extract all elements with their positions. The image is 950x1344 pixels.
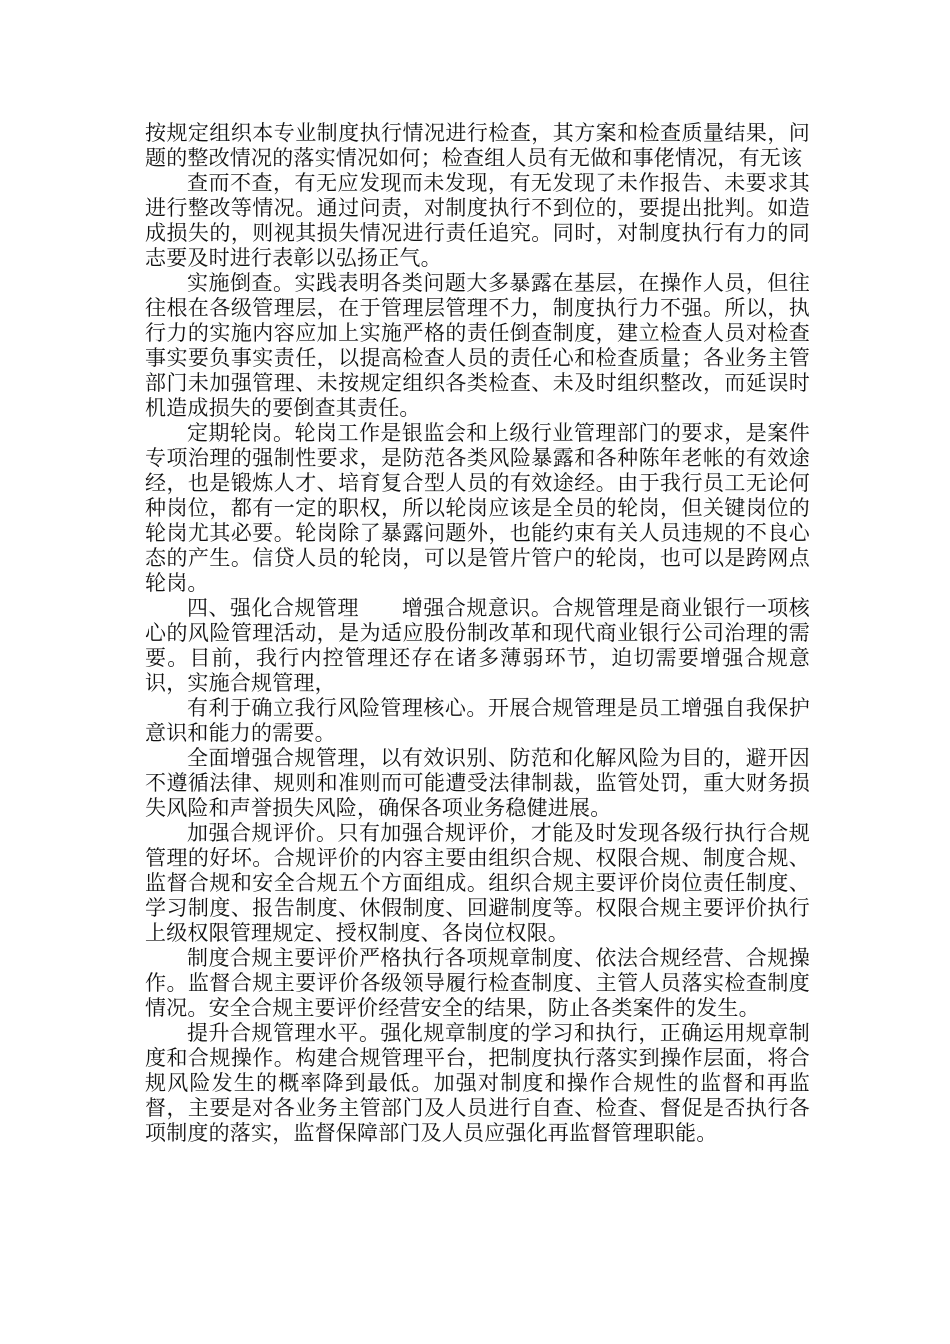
paragraph-7: 全面增强合规管理，以有效识别、防范和化解风险为目的，避开因不遵循法律、规则和准则而可能遭受法律制裁，监管处罚，重大财务损失风险和声誉损失风险，确保各项业务稳健进展。 [145, 746, 810, 820]
paragraph-2: 查而不查，有无应发现而未发现，有无发现了未作报告、未要求其进行整改等情况。通过问责，对制度执行不到位的，要提出批判。如造成损失的，则视其损失情况进行责任追究。同时，对制度执行有力的同志要及时进行表彰以弘扬正气。 [145, 171, 810, 270]
paragraph-5: 四、强化合规管理 增强合规意识。合规管理是商业银行一项核心的风险管理活动，是为适应股份制改革和现代商业银行公司治理的需要。目前，我行内控管理还存在诸多薄弱环节，迫切需要增强合规意识，实施合规管理， [145, 596, 810, 695]
paragraph-9: 制度合规主要评价严格执行各项规章制度、依法合规经营、合规操作。监督合规主要评价各级领导履行检查制度、主管人员落实检查制度情况。安全合规主要评价经营安全的结果，防止各类案件的发生。 [145, 946, 810, 1020]
document-body [145, 121, 810, 1146]
paragraph-6: 有利于确立我行风险管理核心。开展合规管理是员工增强自我保护意识和能力的需要。 [145, 696, 810, 745]
paragraph-8: 加强合规评价。只有加强合规评价，才能及时发现各级行执行合规管理的好坏。合规评价的内容主要由组织合规、权限合规、制度合规、监督合规和安全合规五个方面组成。组织合规主要评价岗位责任制度、学习制度、报告制度、休假制度、回避制度等。权限合规主要评价执行上级权限管理规定、授权制度、各岗位权限。 [145, 821, 810, 945]
paragraph-4: 定期轮岗。轮岗工作是银监会和上级行业管理部门的要求，是案件专项治理的强制性要求，是防范各类风险暴露和各种陈年老帐的有效途经，也是锻炼人才、培育复合型人员的有效途经。由于我行员工无论何种岗位，都有一定的职权，所以轮岗应该是全员的轮岗，但关键岗位的轮岗尤其必要。轮岗除了暴露问题外，也能约束有关人员违规的不良心态的产生。信贷人员的轮岗，可以是管片管户的轮岗，也可以是跨网点轮岗。 [145, 421, 810, 595]
paragraph-10: 提升合规管理水平。强化规章制度的学习和执行，正确运用规章制度和合规操作。构建合规管理平台，把制度执行落实到操作层面，将合规风险发生的概率降到最低。加强对制度和操作合规性的监督和再监督，主要是对各业务主管部门及人员进行自查、检查、督促是否执行各项制度的落实，监督保障部门及人员应强化再监督管理职能。 [145, 1021, 810, 1145]
paragraph-3: 实施倒查。实践表明各类问题大多暴露在基层，在操作人员，但往往根在各级管理层，在于管理层管理不力，制度执行力不强。所以，执行力的实施内容应加上实施严格的责任倒查制度，建立检查人员对检查事实要负事实责任，以提高检查人员的责任心和检查质量；各业务主管部门未加强管理、未按规定组织各类检查、未及时组织整改，而延误时机造成损失的要倒查其责任。 [145, 271, 810, 420]
paragraph-1: 按规定组织本专业制度执行情况进行检查，其方案和检查质量结果，问题的整改情况的落实情况如何；检查组人员有无做和事佬情况，有无该 [145, 121, 810, 170]
